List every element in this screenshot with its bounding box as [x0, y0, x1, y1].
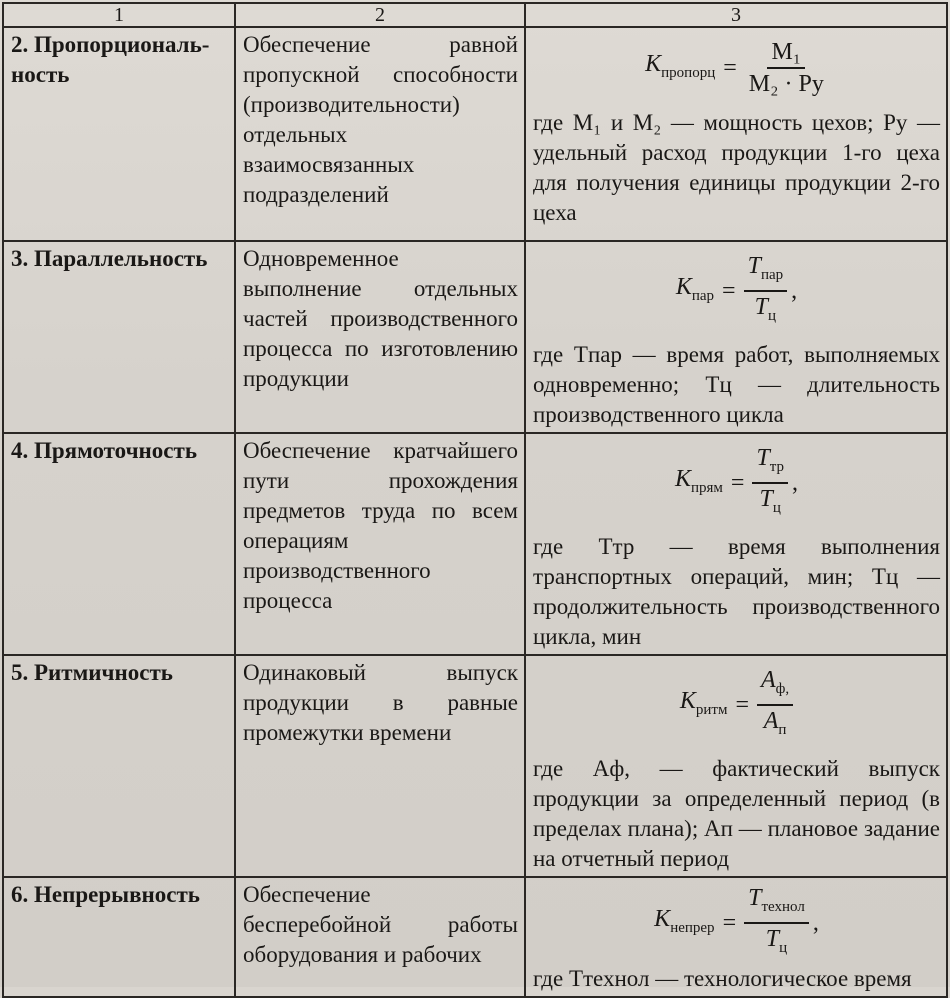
formula-explanation: где M₁ и M₂ — мощность цехов; Pу — удельный расход продукции 1-го цеха для получения единицы продукции 2-го цеха	[533, 110, 940, 225]
denominator: $T_ц$	[759, 486, 781, 516]
numerator: $T_{пар}$	[744, 252, 788, 292]
formula-lhs: $K_{пропорц}$	[645, 50, 716, 81]
formula-comma: ,	[812, 910, 819, 936]
formula-comma: ,	[791, 278, 798, 304]
formula	[533, 30, 940, 108]
principle-formula-cell	[525, 241, 947, 433]
formula-explanation: где Aф, — фактический выпуск продукции за определенный период (в пределах плана); Aп — плановое задание на отчетный период	[533, 756, 940, 871]
column-number-3: 3	[525, 3, 947, 27]
numerator: M₁	[767, 38, 805, 69]
principle-description: Обеспечение равной пропускной способности (производительности) отдельных взаимосвязанных подразделений	[235, 27, 525, 241]
formula	[533, 658, 940, 754]
numerator: $T_{технол}$	[744, 884, 809, 924]
equals-sign: =	[722, 278, 736, 304]
table-header-row	[3, 3, 947, 27]
principle-description: Одинаковый выпуск продукции в равные промежутки времени	[235, 655, 525, 877]
column-number-1: 1	[3, 3, 235, 27]
principle-description: Обеспечение бесперебойной работы оборудования и рабочих	[235, 877, 525, 997]
equals-sign: =	[722, 910, 737, 936]
fraction	[752, 444, 788, 522]
formula-lhs: $K_{прям}$	[674, 465, 723, 496]
denominator: M₂ · Pу	[748, 71, 824, 97]
table-row	[3, 655, 947, 877]
equals-sign: =	[723, 55, 737, 81]
principle-formula-cell	[525, 655, 947, 877]
principle-description: Одновременное выполнение отдельных частей производственного процесса по изготовлению продукции	[235, 241, 525, 433]
formula-explanation: где Tпар — время работ, выполняемых одновременно; Tц — длительность производственного цикла	[533, 342, 940, 427]
table-row	[3, 433, 947, 655]
fraction	[745, 38, 828, 98]
formula	[533, 880, 940, 964]
principles-table	[2, 2, 948, 998]
principle-name: 4. Прямоточность	[3, 433, 235, 655]
denominator: $T_ц$	[765, 926, 788, 956]
formula	[533, 436, 940, 532]
principle-formula-cell	[525, 27, 947, 241]
equals-sign: =	[730, 470, 745, 496]
formula-lhs: $K_{ритм}$	[679, 687, 728, 718]
equals-sign: =	[735, 692, 749, 718]
fraction	[744, 884, 809, 962]
formula-lhs: $K_{непрер}$	[654, 905, 715, 936]
principle-description: Обеспечение кратчайшего пути прохождения предметов труда по всем операциям производственного процесса	[235, 433, 525, 655]
table-row	[3, 27, 947, 241]
formula	[533, 244, 940, 340]
formula-comma: ,	[792, 470, 799, 496]
formula-lhs: $K_{пар}$	[675, 273, 715, 304]
numerator: $A_{ф,}$	[757, 666, 793, 706]
formula-explanation: где Tтехнол — технологическое время	[533, 966, 912, 991]
formula-explanation: где Tтр — время выполнения транспортных операций, мин; Tц — продолжительность производственного цикла, мин	[533, 534, 940, 649]
fraction	[757, 666, 793, 744]
fraction	[744, 252, 788, 330]
principle-name: 2. Пропорциональ-ность	[3, 27, 235, 241]
principle-formula-cell	[525, 877, 947, 997]
table-row	[3, 241, 947, 433]
principle-name: 6. Непрерывность	[3, 877, 235, 997]
principle-name: 3. Параллельность	[3, 241, 235, 433]
principle-name: 5. Ритмичность	[3, 655, 235, 877]
denominator: $T_ц$	[754, 294, 777, 324]
denominator: $A_п$	[763, 708, 787, 738]
principle-formula-cell	[525, 433, 947, 655]
table-row	[3, 877, 947, 997]
column-number-2: 2	[235, 3, 525, 27]
numerator: $T_{тр}$	[752, 444, 788, 484]
